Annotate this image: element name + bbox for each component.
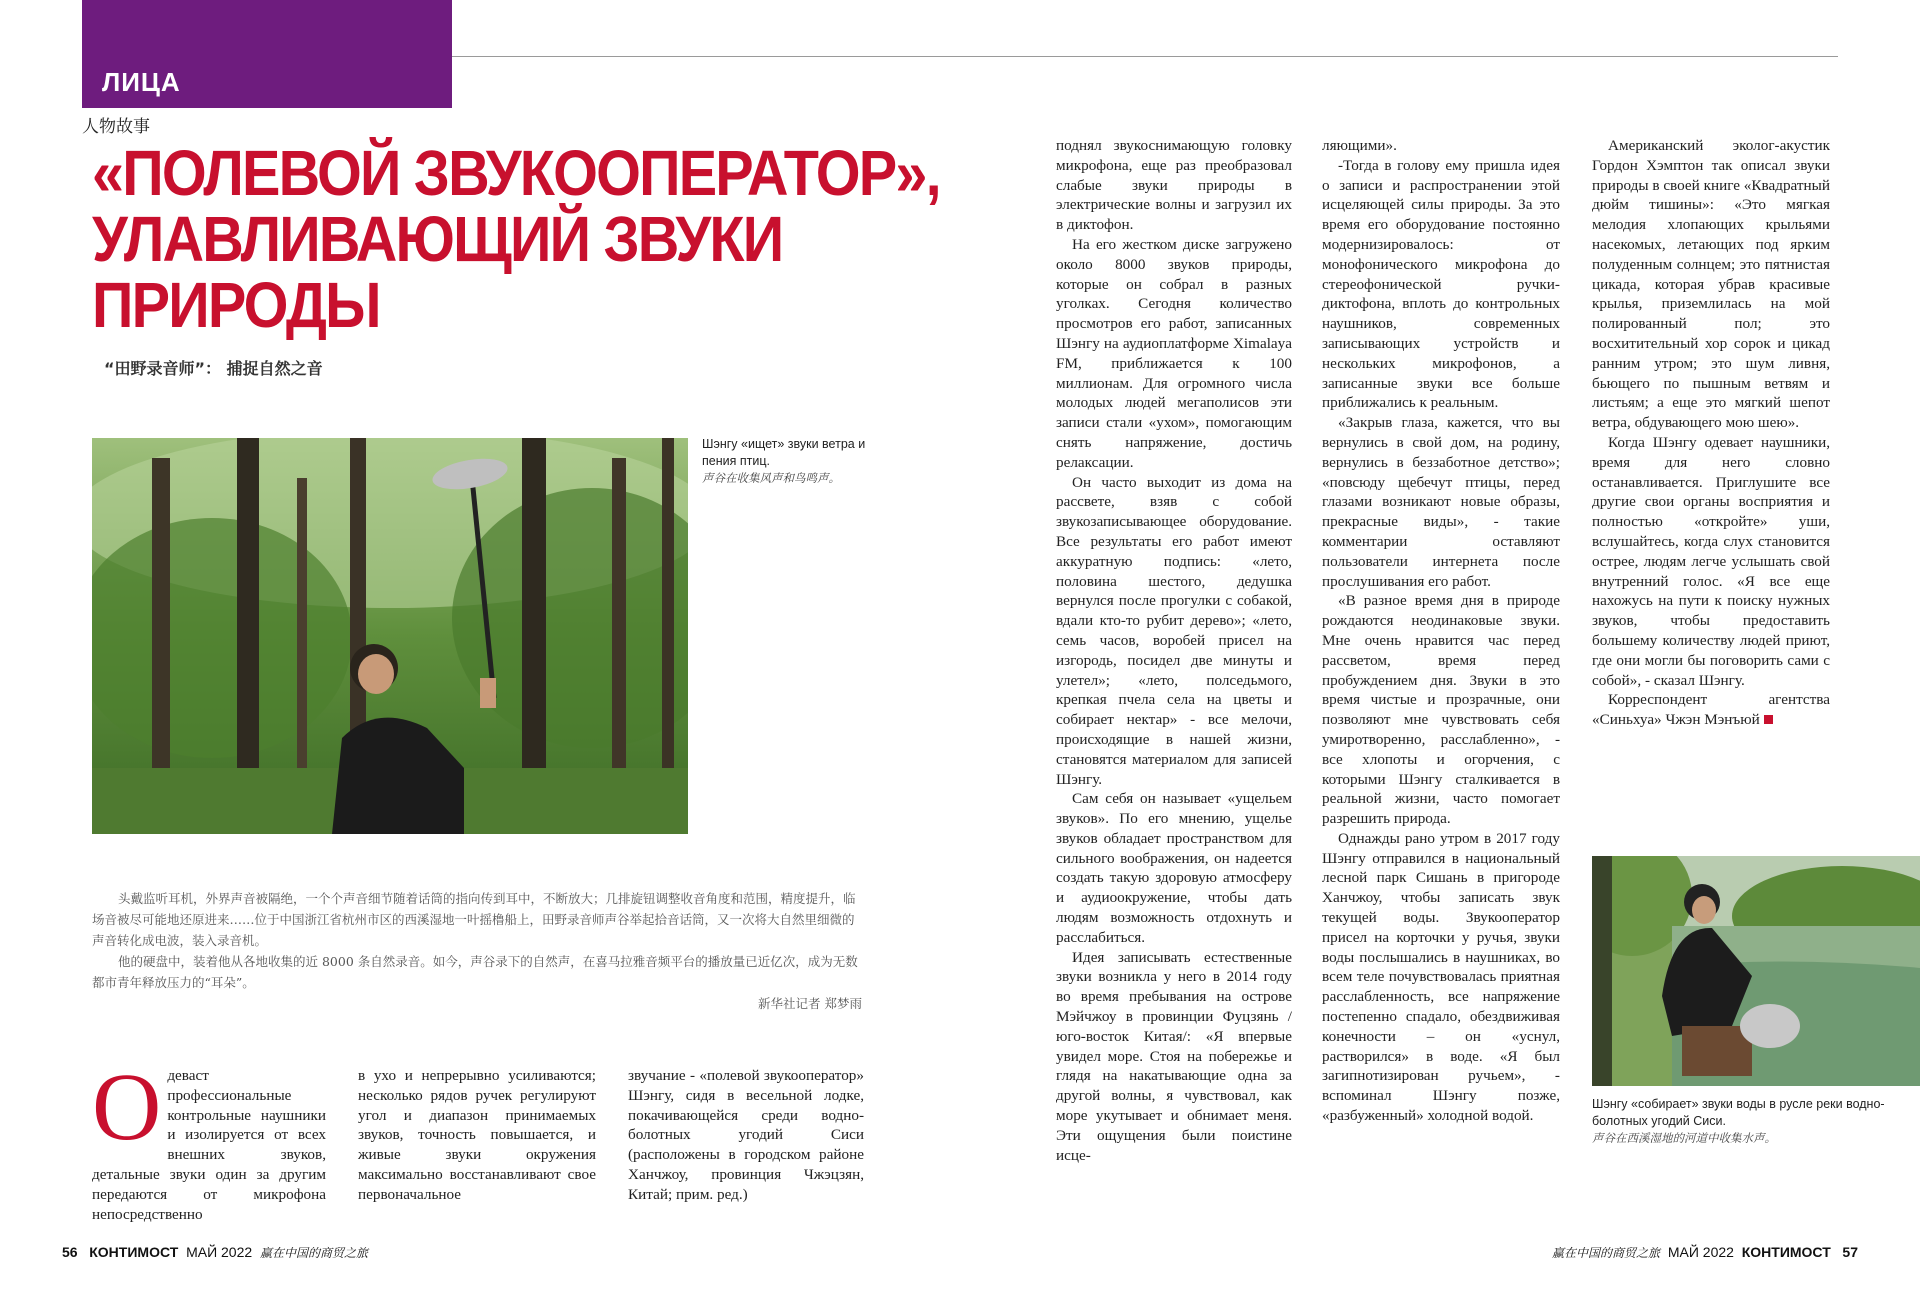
page-number-right: 57 [1842, 1244, 1858, 1260]
section-label: ЛИЦА [102, 67, 181, 97]
col6-paragraph: Американский эколог-акустик Гордон Хэмптон так описал звуки природы в своей книге «Квадратный дюйм тишины»: «Это мягкая мелодия хлопающих крыльями насекомых, летающих под ярким полуденным солнцем; это пятнистая цикада, которая убрав красивые крылья, приземлилась на мой полированный пол; это восхитительный хор сорок и цикад ранним утром; это шум ливня, бьющего по пышным ветвям и листьям; а еще это мягкий шепот ветра, обдувающего мою шею». [1592, 137, 1830, 432]
photo1-caption-cn: 声谷在收集风声和鸟鸣声。 [702, 471, 840, 485]
body-column-4 [1056, 136, 1292, 1165]
col4-paragraph: Идея записывать естественные звуки возникла у него в 2014 году во время пребывания на острове Мэйчжоу в провинции Фуцзянь /юго-восток Китая/: «Я впервые увидел море. Стоя на побережье и глядя на накатывающие одна за другой волны, я чувствовал, как море укутывает и обнимает меня. Эти ощущения были поистине исце- [1056, 948, 1292, 1164]
top-divider [452, 56, 1838, 57]
correspondent-byline: Корреспондент агентства «Синьхуа» Чжэн Мэнъюй [1592, 691, 1830, 729]
article-headline [92, 137, 940, 341]
cn-intro-paragraph-2: 他的硬盘中，装着他从各地收集的近 8000 条自然录音。如今，声谷录下的自然声，在喜马拉雅音频平台的播放量已近亿次，成为无数都市青年释放压力的“耳朵”。 [92, 954, 858, 990]
magazine-name-left: КОНТИМОСТ [89, 1244, 179, 1260]
headline-line-2: УЛАВЛИВАЮЩИЙ ЗВУКИ [92, 203, 783, 275]
photo2-caption [1592, 1096, 1892, 1147]
col6-paragraph: Когда Шэнгу одевает наушники, время для него словно останавливается. Приглушите все другие свои органы восприятия и полностью «откройте» уши, вслушайтесь, когда слух становится острее, людям легче услышать свой внутренний голос. «Я все еще нахожусь на пути к поиску нужных звуков, чтобы предоставить большему количеству людей приют, где они могли бы поговорить сами с собой», - сказал Шэнгу. [1592, 433, 1830, 689]
col5-paragraph: «Закрыв глаза, кажется, что вы вернулись в свой дом, на родину, вернулись в беззаботное детство»; «повсюду щебечут птицы, перед глазами возникают новые образы, прекрасные виды», - такие комментарии оставляют пользователи интернета после прослушивания его работ. [1322, 414, 1560, 590]
col4-paragraph: На его жестком диске загружено около 8000 звуков природы, которые он собрал в разных уголках. Сегодня количество просмотров его работ, записанных Шэнгу на аудиоплатформе Ximalaya FM, приближается к 100 миллионам. Для огромного числа молодых людей мегаполисов эти записи стали «ухом», помогающим снять напряжение, достичь релаксации. [1056, 235, 1292, 471]
col4-paragraph: Сам себя он называет «ущельем звуков». По его мнению, ущелье звуков обладает пространством для сильного воображения, он надеется создать такую здоровую атмосферу и аудиоокружение, чтобы дать людям возможность отдохнуть и расслабиться. [1056, 790, 1292, 946]
col4-paragraph: Он часто выходит из дома на рассвете, взяв с собой звукозаписывающее оборудование. Все результаты его работ имеют аккуратную подпись: «лето, половина шестого, дедушка вернулся после прогулки с собакой, вдали кто-то рубит дерево»; «лето, семь часов, воробей присел на изгородь, посидел две минуты и улетел»; «лето, полседьмого, крепкая пчела села на цветы и собирает нектар» - все мелочи, происходящие в нашей жизни, становятся материалом для записей Шэнгу. [1056, 473, 1292, 788]
body-column-3-text: звучание - «полевой звукооператор» Шэнгу, сидя в весельной лодке, покачивающейся среди водно-болотных угодий Сиси (расположены в городском районе Ханчжоу, провинция Чжэцзян, Китай; прим. ред.) [628, 1067, 864, 1203]
body-column-2-text: в ухо и непрерывно усиливаются; несколько рядов ручек регулируют угол и диапазон принимаемых звуков, точность повышается, и живые звуки окружения максимально восстанавливают свое первоначальное [358, 1067, 596, 1203]
photo1-caption-ru: Шэнгу «ищет» звуки ветра и пения птиц. [702, 437, 866, 468]
magazine-slogan-right: 赢在中国的商贸之旅 [1552, 1246, 1661, 1260]
cn-intro-byline: 新华社记者 郑梦雨 [758, 996, 862, 1011]
issue-date-right: МАЙ 2022 [1667, 1244, 1734, 1260]
river-recording-photo [1592, 856, 1920, 1086]
drop-cap: О [92, 1053, 162, 1160]
cn-intro [92, 888, 862, 1014]
photo2-caption-cn: 声谷在西溪湿地的河道中收集水声。 [1592, 1131, 1776, 1145]
footer-right [1552, 1244, 1858, 1261]
body-column-6 [1592, 136, 1830, 730]
footer-left [62, 1244, 368, 1261]
headline-line-3: ПРИРОДЫ [92, 269, 380, 341]
body-column-1-text: деваст профессиональные контрольные наушники и изолируется от всех внешних звуков, детальные звуки один за другим передаются от микрофона непосредственно [92, 1067, 326, 1223]
body-column-3 [628, 1066, 864, 1205]
col5-paragraph: -Тогда в голову ему пришла идея о записи и распространении этой исцеляющей силы природы. За это время его оборудование постоянно модернизировалось: от монофонического микрофона до стереофонической ручки-диктофона, вплоть до контрольных наушников, современных записывающих устройств и нескольких микрофонов, а записанные звуки все больше приближались к реальным. [1322, 156, 1560, 412]
body-column-5 [1322, 136, 1560, 1126]
magazine-slogan-left: 赢在中国的商贸之旅 [259, 1246, 368, 1260]
col5-paragraph: «В разное время дня в природе рождаются неодинаковые звуки. Мне очень нравится час перед рассветом, время перед пробуждением дня. Звуки в это время чистые и прозрачные, они позволяют мне чувствовать себя умиротворенно, расслабленно», - все хлопоты и огорчения, с которыми Шэнгу сталкивается в реальной жизни, часто помогает разрешить природа. [1322, 592, 1560, 828]
cn-section-label: 人物故事 [82, 117, 150, 137]
cn-subtitle: “田野录音师”： 捕捉自然之音 [104, 359, 323, 378]
photo2-caption-ru: Шэнгу «собирает» звуки воды в русле реки водно-болотных угодий Сиси. [1592, 1097, 1885, 1128]
headline-line-1: «ПОЛЕВОЙ ЗВУКООПЕРАТОР», [92, 137, 940, 209]
col5-paragraph: ляющими». [1322, 137, 1397, 154]
magazine-name-right: КОНТИМОСТ [1741, 1244, 1831, 1260]
body-column-1 [92, 1053, 326, 1224]
col5-paragraph: Однажды рано утром в 2017 году Шэнгу отправился в национальный лесной парк Сишань в пригороде Ханчжоу, чтобы записать звук текущей воды. Звукооператор присел на корточки у ручья, звуки воды послышались в наушниках, во всем теле почувствовалась приятная расслабленность, все напряжение постепенно спадало, обездвиживая конечности – он «уснул, растворился» в воде. «Я был загипнотизирован ручьем», - вспоминал Шэнгу позже, «разбуженный» холодной водой. [1322, 829, 1560, 1125]
issue-date-left: МАЙ 2022 [186, 1244, 253, 1260]
col4-paragraph: поднял звукоснимающую головку микрофона, еще раз преобразовал слабые звуки природы в электрические волны и загрузил их в диктофон. [1056, 137, 1292, 234]
forest-recording-photo [92, 438, 688, 834]
section-tab [82, 0, 452, 108]
end-mark-icon [1764, 715, 1773, 724]
photo1-caption [702, 436, 874, 487]
page-number-left: 56 [62, 1244, 78, 1260]
cn-intro-paragraph-1: 头戴监听耳机，外界声音被隔绝，一个个声音细节随着话筒的指向传到耳中，不断放大；几排旋钮调整收音角度和范围，精度提升，临场音被尽可能地还原进来……位于中国浙江省杭州市区的西溪湿地一叶摇橹船上，田野录音师声谷举起拾音话筒，又一次将大自然里细微的声音转化成电波，装入录音机。 [92, 891, 856, 948]
col6-signature [1592, 690, 1830, 730]
body-column-2 [358, 1066, 596, 1205]
